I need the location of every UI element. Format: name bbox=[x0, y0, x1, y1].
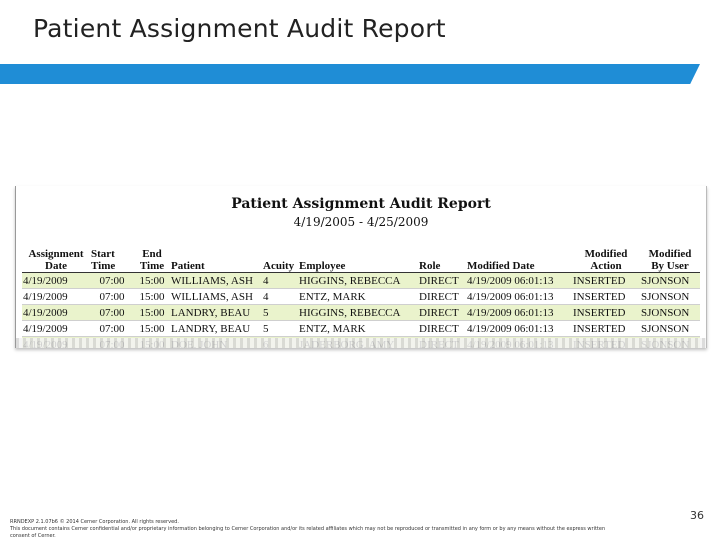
cell-patient: WILLIAMS, ASH bbox=[170, 289, 262, 305]
col-header-employee: Employee bbox=[298, 246, 418, 273]
cell-role: DIRECT bbox=[418, 321, 466, 337]
cell-modified-date: 4/19/2009 06:01:13 bbox=[466, 273, 572, 289]
cell-start-time: 07:00 bbox=[90, 289, 134, 305]
cell-modified-date: 4/19/2009 06:01:13 bbox=[466, 321, 572, 337]
title-accent-bar bbox=[0, 64, 700, 84]
report-torn-edge bbox=[16, 338, 706, 348]
cell-assignment-date: 4/19/2009 bbox=[22, 289, 90, 305]
footer-confidential: This document contains Cerner confidential and/or proprietary information belonging to Cerner Corporation and/or its related affiliates which may not be reproduced or transmitted in any form or by any means without the express written bbox=[10, 526, 606, 532]
cell-modified-action: INSERTED bbox=[572, 289, 640, 305]
cell-acuity: 5 bbox=[262, 305, 298, 321]
cell-patient: WILLIAMS, ASH bbox=[170, 273, 262, 289]
cell-patient: LANDRY, BEAU bbox=[170, 305, 262, 321]
cell-modified-action: INSERTED bbox=[572, 321, 640, 337]
cell-role: DIRECT bbox=[418, 289, 466, 305]
cell-assignment-date: 4/19/2009 bbox=[22, 321, 90, 337]
cell-acuity: 5 bbox=[262, 321, 298, 337]
page-number: 36 bbox=[690, 509, 704, 522]
footer-legal-notice bbox=[10, 519, 700, 540]
col-header-patient: Patient bbox=[170, 246, 262, 273]
cell-end-time: 15:00 bbox=[134, 289, 170, 305]
cell-modified-action: INSERTED bbox=[572, 305, 640, 321]
table-row bbox=[22, 273, 700, 289]
cell-end-time: 15:00 bbox=[134, 273, 170, 289]
footer-copyright: RRNDEXP 2.1.07b6 © 2014 Cerner Corporation. All rights reserved. bbox=[10, 519, 179, 525]
cell-modified-action: INSERTED bbox=[572, 273, 640, 289]
table-row bbox=[22, 289, 700, 305]
cell-start-time: 07:00 bbox=[90, 321, 134, 337]
cell-start-time: 07:00 bbox=[90, 273, 134, 289]
cell-modified-by-user: SJONSON bbox=[640, 321, 700, 337]
cell-modified-by-user: SJONSON bbox=[640, 305, 700, 321]
col-header-role: Role bbox=[418, 246, 466, 273]
cell-role: DIRECT bbox=[418, 273, 466, 289]
cell-end-time: 15:00 bbox=[134, 305, 170, 321]
slide-title: Patient Assignment Audit Report bbox=[33, 14, 446, 43]
cell-end-time: 15:00 bbox=[134, 321, 170, 337]
cell-employee: HIGGINS, REBECCA bbox=[298, 273, 418, 289]
col-header-acuity: Acuity bbox=[262, 246, 298, 273]
col-header-assignment-date: Assignment Date bbox=[22, 246, 90, 273]
col-header-end-time: End Time bbox=[134, 246, 170, 273]
cell-assignment-date: 4/19/2009 bbox=[22, 305, 90, 321]
col-header-modified-by-user: Modified By User bbox=[640, 246, 700, 273]
cell-modified-by-user: SJONSON bbox=[640, 273, 700, 289]
cell-assignment-date: 4/19/2009 bbox=[22, 273, 90, 289]
table-row bbox=[22, 321, 700, 337]
cell-acuity: 4 bbox=[262, 289, 298, 305]
col-header-modified-action: Modified Action bbox=[572, 246, 640, 273]
report-title: Patient Assignment Audit Report bbox=[231, 196, 491, 212]
cell-employee: ENTZ, MARK bbox=[298, 289, 418, 305]
footer-consent: consent of Cerner. bbox=[10, 533, 56, 539]
cell-start-time: 07:00 bbox=[90, 305, 134, 321]
report-date-range: 4/19/2005 - 4/25/2009 bbox=[293, 215, 429, 229]
cell-employee: ENTZ, MARK bbox=[298, 321, 418, 337]
table-header-row bbox=[22, 246, 700, 273]
col-header-start-time: Start Time bbox=[90, 246, 134, 273]
cell-modified-by-user: SJONSON bbox=[640, 289, 700, 305]
audit-table bbox=[22, 246, 700, 348]
cell-acuity: 4 bbox=[262, 273, 298, 289]
cell-modified-date: 4/19/2009 06:01:13 bbox=[466, 305, 572, 321]
report-screenshot bbox=[15, 186, 707, 348]
col-header-modified-date: Modified Date bbox=[466, 246, 572, 273]
table-row bbox=[22, 305, 700, 321]
cell-role: DIRECT bbox=[418, 305, 466, 321]
cell-patient: LANDRY, BEAU bbox=[170, 321, 262, 337]
cell-employee: HIGGINS, REBECCA bbox=[298, 305, 418, 321]
cell-modified-date: 4/19/2009 06:01:13 bbox=[466, 289, 572, 305]
